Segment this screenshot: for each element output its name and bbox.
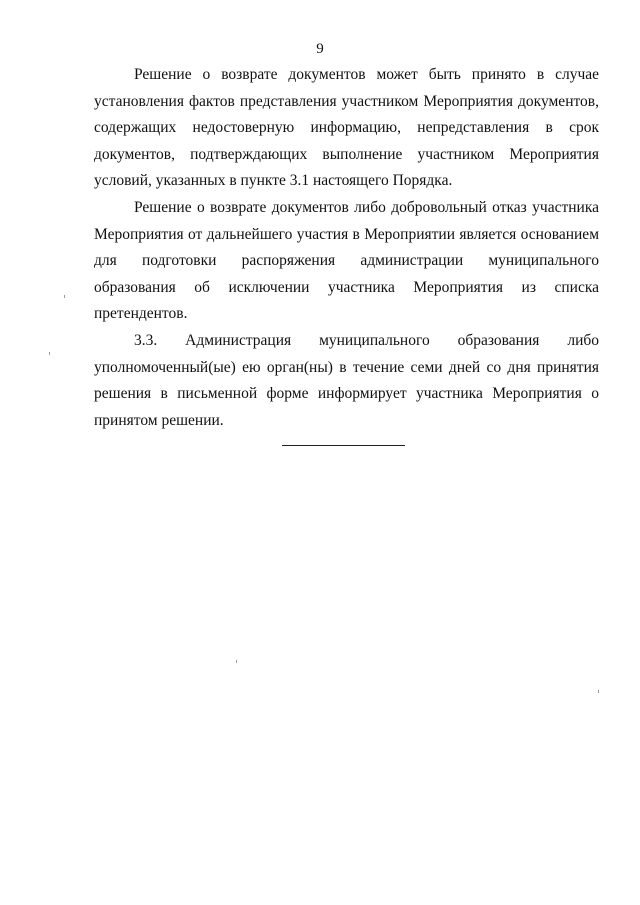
scan-speck xyxy=(64,295,65,298)
page-number: 9 xyxy=(316,41,324,57)
paragraph-exclusion-basis: Решение о возврате документов либо добровольный отказ участника Мероприятия от дальнейшего участия в Мероприятии является основанием для подготовки распоряжения администрации муниципального образования об исключении участника Мероприятия из списка претендентов. xyxy=(94,198,599,323)
document-body xyxy=(94,62,599,434)
scan-speck xyxy=(236,660,237,663)
paragraph-document-return-grounds: Решение о возврате документов может быть принято в случае установления фактов представления участником Мероприятия документов, содержащих недостоверную информацию, непредставления в срок документов, подтверждающих выполнение участником Мероприятия условий, указанных в пункте 3.1 настоящего Порядка. xyxy=(94,66,599,190)
paragraph-notification-3-3: 3.3. Администрация муниципального образования либо уполномоченный(ые) ею орган(ны) в течение семи дней со дня принятия решения в письменной форме информирует участника Мероприятия о принятом решении. xyxy=(94,331,599,429)
scan-speck xyxy=(598,690,599,693)
closing-divider xyxy=(282,445,405,446)
scan-speck xyxy=(49,352,50,355)
